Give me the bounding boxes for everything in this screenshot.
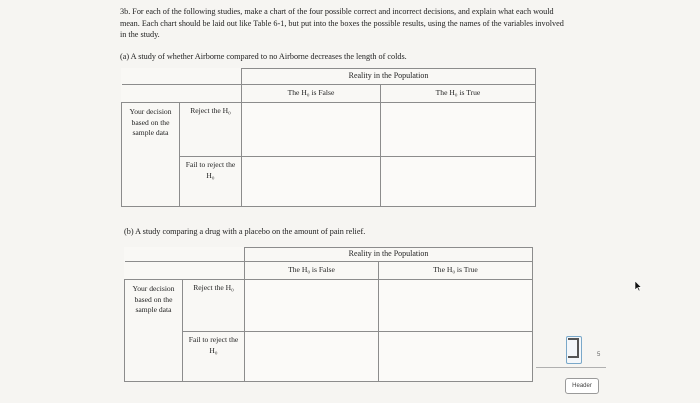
row-reject-h0: Reject the H₀ (180, 103, 242, 157)
page-number: 5 (597, 352, 601, 358)
cell-reject-true[interactable] (381, 103, 536, 157)
reality-header: Reality in the Population (245, 248, 533, 262)
bracket-icon (568, 338, 579, 358)
mouse-pointer-icon (634, 280, 642, 292)
decision-table-a (121, 68, 536, 207)
cell-reject-true[interactable] (379, 280, 533, 332)
question-intro: 3b. For each of the following studies, make a chart of the four possible correct and incorrect decisions, and explain what each would mean. Each chart should be laid out like Table 6-1, but put into the boxes the possible results, using the names of the variables involved in the study. (120, 7, 564, 39)
col-h0-false: The H₀ is False (242, 85, 381, 103)
part-b-prompt: (b) A study comparing a drug with a placebo on the amount of pain relief. (124, 227, 366, 236)
part-a-prompt: (a) A study of whether Airborne compared to no Airborne decreases the length of colds. (120, 52, 407, 61)
row-fail-reject-h0: Fail to reject the H₀ (183, 332, 245, 382)
empty-corner (122, 85, 242, 103)
row-fail-reject-h0: Fail to reject the H₀ (180, 157, 242, 207)
cell-fail-false[interactable] (242, 157, 381, 207)
header-button[interactable]: Header (565, 378, 599, 394)
col-h0-true: The H₀ is True (379, 262, 533, 280)
cell-fail-true[interactable] (379, 332, 533, 382)
cell-reject-false[interactable] (245, 280, 379, 332)
your-decision-label: Your decision based on the sample data (125, 280, 183, 382)
cell-reject-false[interactable] (242, 103, 381, 157)
divider (536, 367, 606, 368)
cell-fail-false[interactable] (245, 332, 379, 382)
row-reject-h0: Reject the H₀ (183, 280, 245, 332)
reality-header: Reality in the Population (242, 69, 536, 85)
decision-table-b (124, 247, 533, 382)
empty-corner (122, 69, 242, 85)
your-decision-label: Your decision based on the sample data (122, 103, 180, 207)
col-h0-true: The H₀ is True (381, 85, 536, 103)
col-h0-false: The H₀ is False (245, 262, 379, 280)
empty-corner (125, 262, 245, 280)
cell-fail-true[interactable] (381, 157, 536, 207)
empty-corner (125, 248, 245, 262)
